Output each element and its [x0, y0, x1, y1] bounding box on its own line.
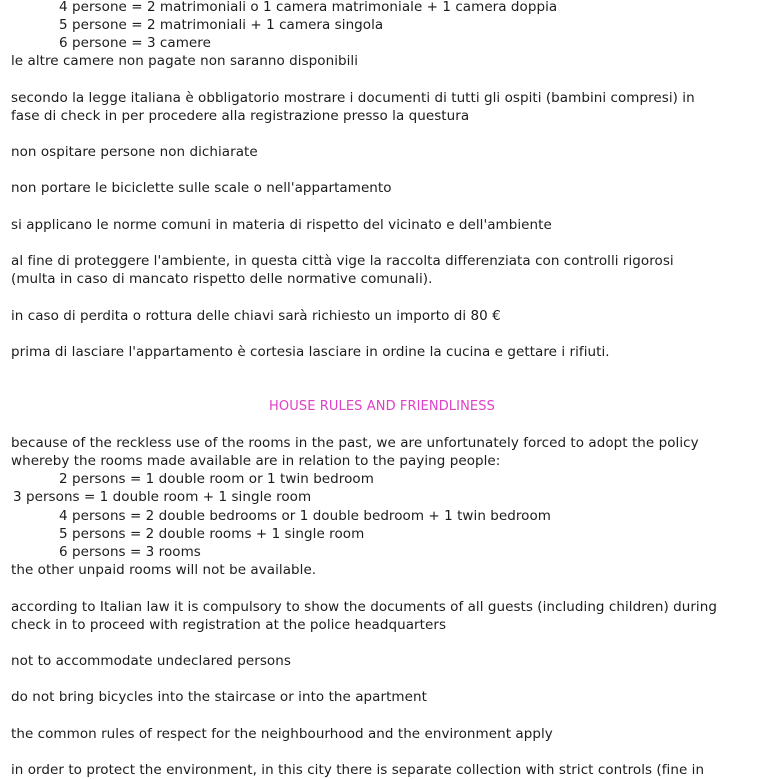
en-policy-line-1: because of the reckless use of the rooms in the past, we are unfortunately forced to adopt the policy	[11, 435, 699, 451]
en-room-rule-4: 4 persons = 2 double bedrooms or 1 double bedroom + 1 twin bedroom	[59, 508, 551, 524]
it-keys: in caso di perdita o rottura delle chiavi sarà richiesto un importo di 80 €	[11, 308, 501, 324]
en-policy-line-2: whereby the rooms made available are in relation to the paying people:	[11, 453, 501, 469]
it-law-line-1: secondo la legge italiana è obbligatorio mostrare i documenti di tutti gli ospiti (bambini compresi) in	[11, 90, 695, 106]
en-unpaid-rooms: the other unpaid rooms will not be available.	[11, 562, 317, 578]
en-neighbours: the common rules of respect for the neighbourhood and the environment apply	[11, 726, 553, 742]
en-undeclared: not to accommodate undeclared persons	[11, 653, 291, 669]
en-bicycles: do not bring bicycles into the staircase or into the apartment	[11, 689, 427, 705]
en-room-rule-6: 6 persons = 3 rooms	[59, 544, 201, 560]
it-unpaid-rooms: le altre camere non pagate non saranno disponibili	[11, 53, 359, 69]
en-law-line-2: check in to proceed with registration at the police headquarters	[11, 617, 447, 633]
it-bicycles: non portare le biciclette sulle scale o nell'appartamento	[11, 180, 392, 196]
it-room-rule-4: 4 persone = 2 matrimoniali o 1 camera matrimoniale + 1 camera doppia	[59, 0, 558, 15]
it-recycling-line-1: al fine di proteggere l'ambiente, in questa città vige la raccolta differenziata con controlli rigorosi	[11, 253, 674, 269]
it-law-line-2: fase di check in per procedere alla registrazione presso la questura	[11, 108, 470, 124]
it-undeclared: non ospitare persone non dichiarate	[11, 144, 258, 160]
it-room-rule-6: 6 persone = 3 camere	[59, 35, 211, 51]
it-recycling-line-2: (multa in caso di mancato rispetto delle normative comunali).	[11, 271, 433, 287]
it-leaving: prima di lasciare l'appartamento è cortesia lasciare in ordine la cucina e gettare i rifiuti.	[11, 344, 610, 360]
en-heading: HOUSE RULES AND FRIENDLINESS	[269, 399, 495, 414]
it-neighbours: si applicano le norme comuni in materia di rispetto del vicinato e dell'ambiente	[11, 217, 552, 233]
en-recycling-line-1: in order to protect the environment, in this city there is separate collection with strict controls (fine in	[11, 762, 705, 778]
it-room-rule-5: 5 persone = 2 matrimoniali + 1 camera singola	[59, 17, 384, 33]
en-room-rule-2: 2 persons = 1 double room or 1 twin bedroom	[59, 471, 374, 487]
en-room-rule-3: 3 persons = 1 double room + 1 single room	[13, 489, 312, 505]
en-room-rule-5: 5 persons = 2 double rooms + 1 single room	[59, 526, 365, 542]
en-law-line-1: according to Italian law it is compulsory to show the documents of all guests (including children) during	[11, 599, 717, 615]
